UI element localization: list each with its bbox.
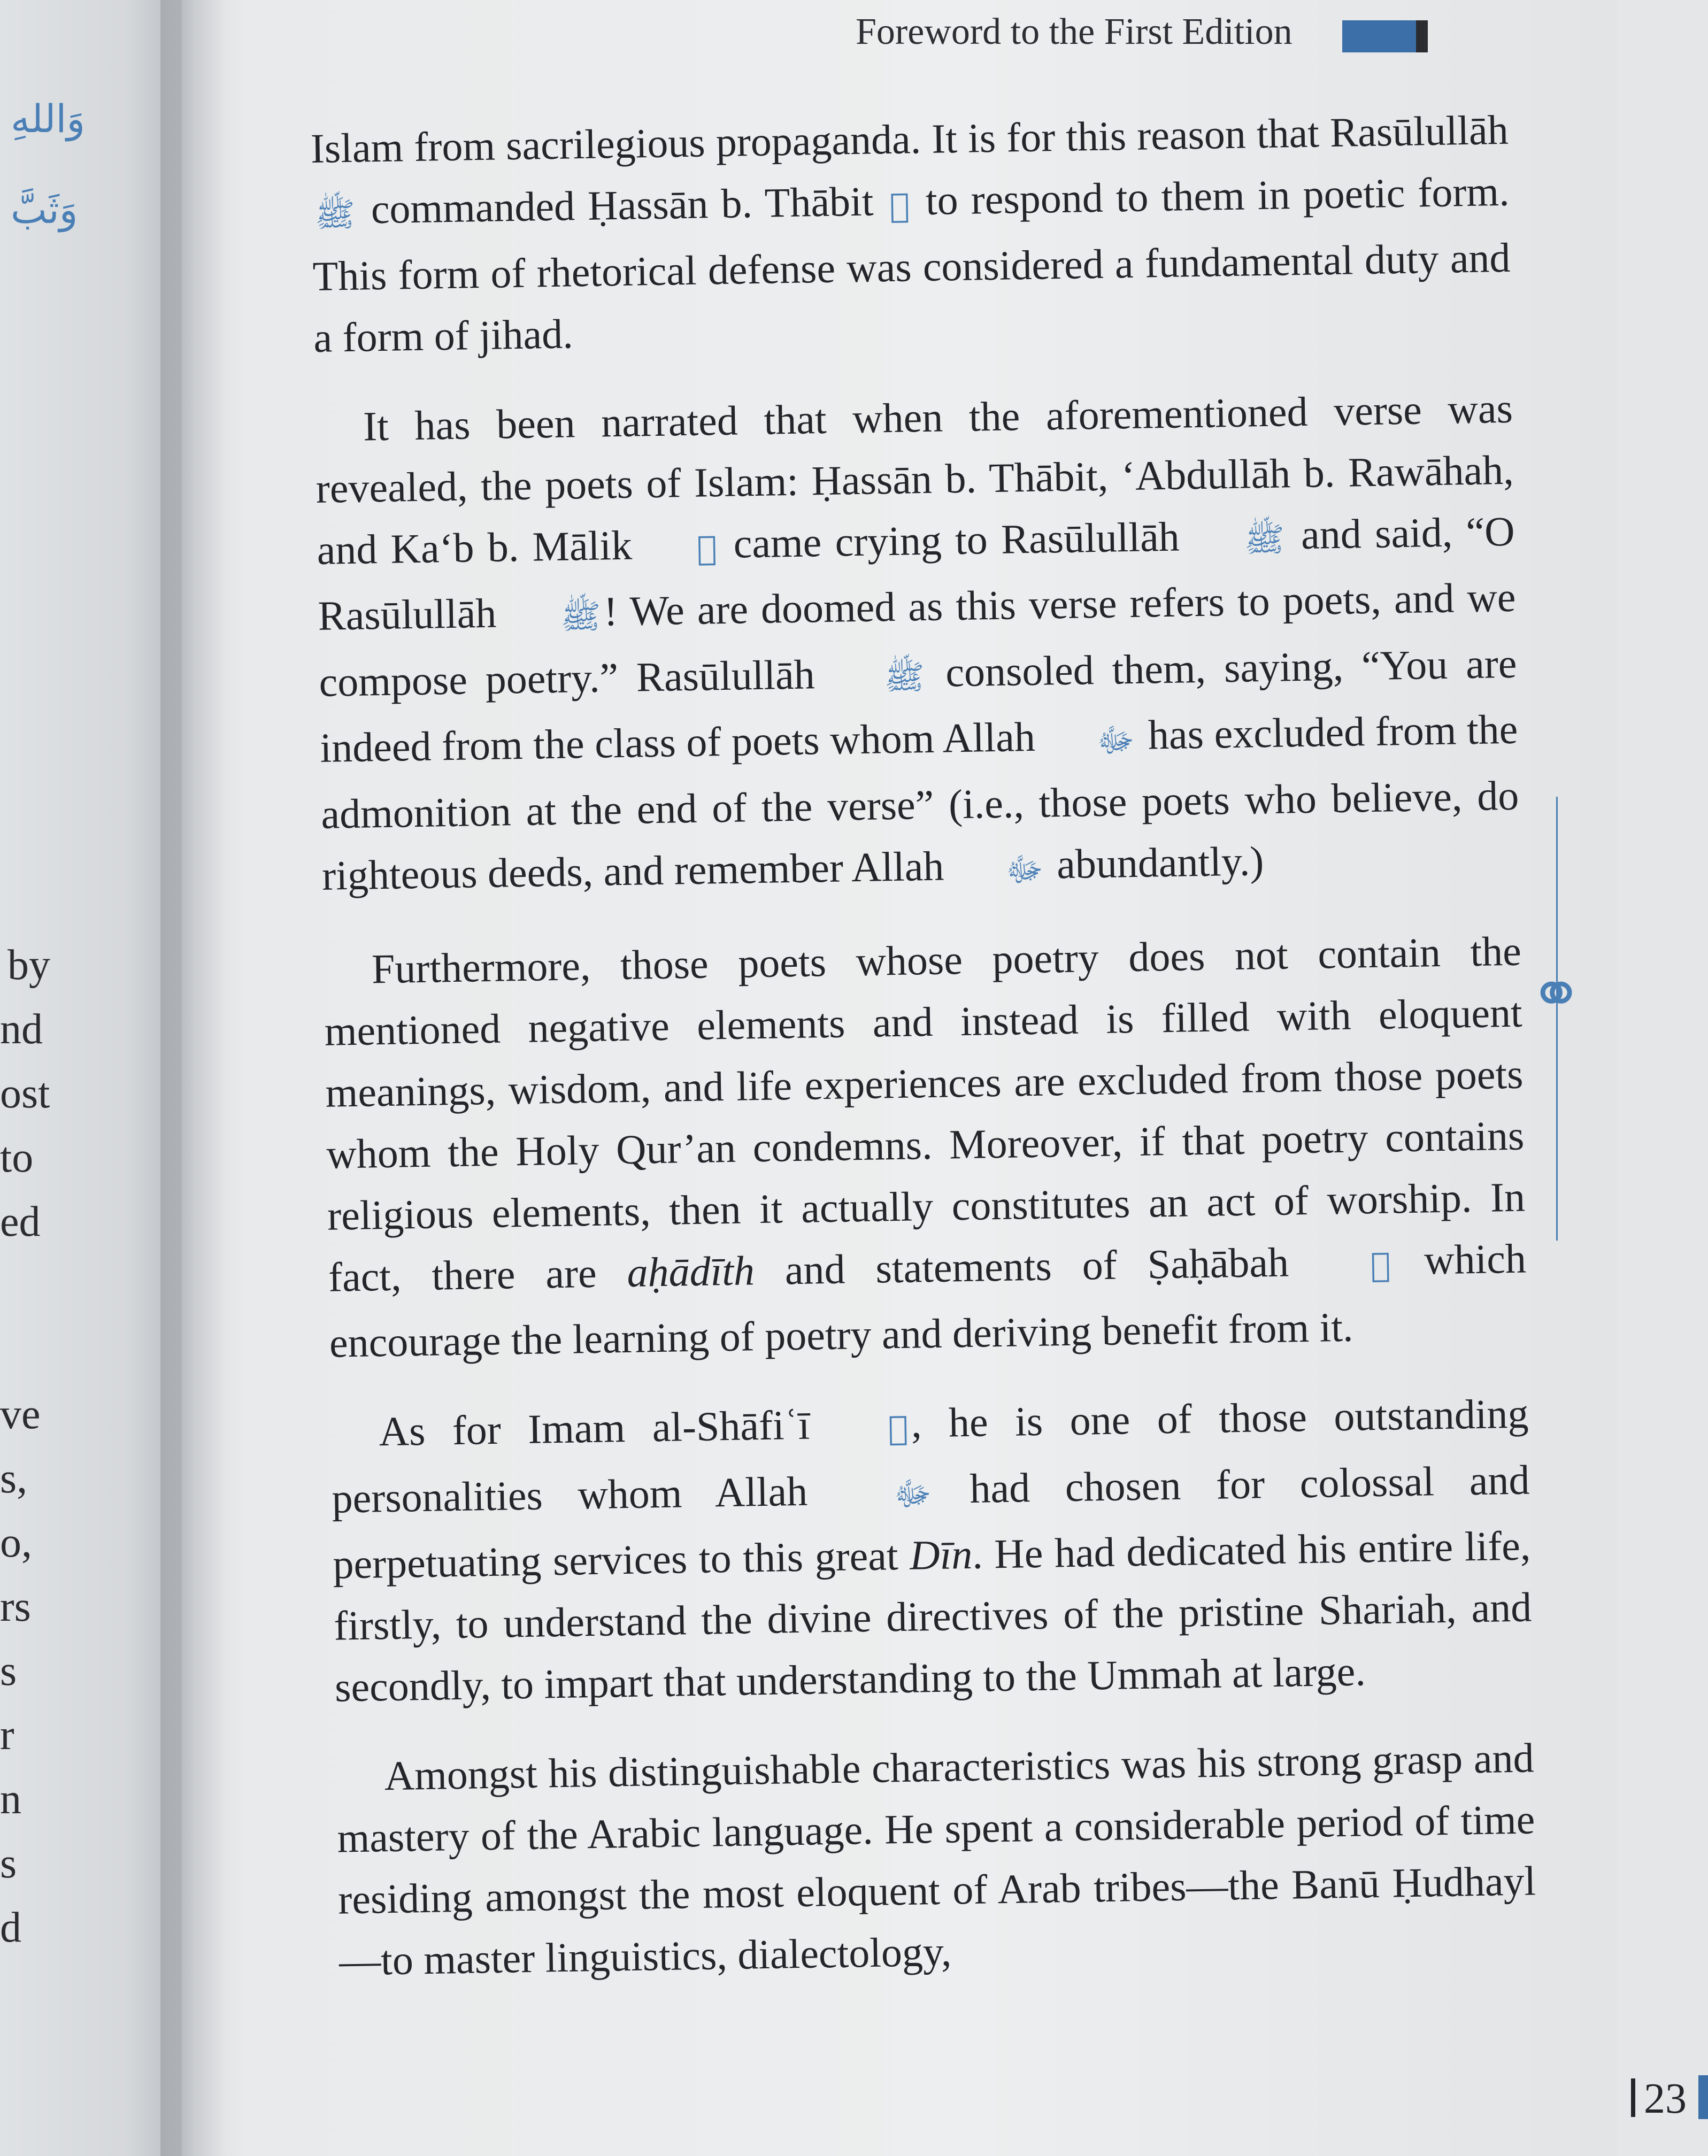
arabic-fragment: وَثَبَّ bbox=[11, 187, 78, 232]
text-run: and statements of Ṣaḥābah bbox=[754, 1238, 1320, 1293]
text-run: , he is one of those outstanding personalities whom Allah bbox=[331, 1390, 1529, 1522]
paragraph bbox=[323, 920, 1528, 1374]
page-number-value: 23 bbox=[1644, 2075, 1687, 2122]
text-run: Furthermore, those poets whose poetry does not contain the mentioned negative elements and instead is filled with eloquent meanings, wisdom, and life experiences are excluded from those poets whom the Holy Qur’an condemns. Moreover, if that poetry contains religious elements, then it actually constitutes an act of worship. In fact, there are bbox=[324, 927, 1526, 1300]
line-end-fragment: s bbox=[0, 1647, 17, 1695]
line-end-fragment: rs bbox=[0, 1583, 31, 1630]
line-end-fragment: ed bbox=[0, 1198, 41, 1245]
body-text bbox=[310, 99, 1538, 2020]
book-page bbox=[246, 0, 1687, 2156]
paragraph bbox=[314, 377, 1520, 911]
text-run: Amongst his distinguishable characteristics was his strong grasp and mastery of the Arabic language. He spent a considerable period of time residing amongst the most eloquent of Arab tribes—the Banū Ḥudhayl—to master linguistics, dialectology, bbox=[336, 1734, 1536, 1984]
margin-ornament bbox=[1524, 797, 1588, 1241]
text-run: It has been narrated that when the aforementioned verse was revealed, the poets of Islam: Ḥassān b. Thābit, ‘Abdullāh b. Rawāhah, and Ka‘b b. Mālik bbox=[316, 384, 1514, 573]
italic-term: aḥādīth bbox=[626, 1246, 755, 1296]
ornament-knot-icon: ⚭ bbox=[1529, 957, 1583, 1031]
line-end-fragment: to bbox=[0, 1134, 34, 1181]
text-run: consoled them, saying, “You are indeed from the class of poets whom Allah bbox=[319, 640, 1517, 772]
line-end-fragment: n bbox=[0, 1776, 21, 1823]
text-run: ! We are doomed as this verse refers to poets, and we compose poetry.” Rasūlullāh bbox=[318, 573, 1517, 705]
text-run: . He had dedicated his entire life, firstly, to understand the divine directives of the pristine Shariah, and secondly, to impart that understanding to the Ummah at large. bbox=[333, 1522, 1532, 1711]
page-number-bar bbox=[1698, 2075, 1708, 2119]
page-number bbox=[1631, 2075, 1708, 2123]
honorific-icon: ﷺ bbox=[1244, 519, 1285, 559]
text-run: Islam from sacrilegious propaganda. It is for this reason that Rasūlullāh bbox=[310, 106, 1509, 172]
line-end-fragment: r bbox=[0, 1712, 14, 1759]
text-run: which encourage the learning of poetry and deriving benefit from it. bbox=[329, 1235, 1527, 1366]
honorific-icon: ﷛ bbox=[889, 186, 910, 225]
text-run: As for Imam al-Shāfiʿī bbox=[378, 1400, 837, 1455]
text-run: has excluded from the admonition at the end of the verse” (i.e., those poets who believe, do righteous deeds, and remember Allah bbox=[320, 706, 1519, 899]
text-run: abundantly.) bbox=[1046, 837, 1264, 888]
line-end-fragment: nd bbox=[0, 1006, 43, 1053]
line-end-fragment: s, bbox=[0, 1455, 28, 1502]
text-run: commanded Ḥassān b. Thābit bbox=[357, 178, 887, 233]
text-run: had chosen for colossal and perpetuating services to this great bbox=[332, 1456, 1530, 1588]
honorific-icon: ﷺ bbox=[560, 596, 601, 636]
text-run: to respond to them in poetic form. This form of rhetorical defense was considered a fundamental duty and a form of jihad. bbox=[312, 167, 1511, 361]
line-end-fragment: ost bbox=[0, 1070, 50, 1117]
running-head: Foreword to the First Edition bbox=[856, 11, 1292, 52]
line-end-fragment: d bbox=[0, 1904, 21, 1951]
honorific-icon: ﷺ bbox=[314, 194, 356, 234]
page-number-rule bbox=[1631, 2078, 1635, 2117]
paragraph bbox=[336, 1727, 1537, 1992]
honorific-icon: ﷺ bbox=[884, 657, 925, 697]
book-gutter-shadow bbox=[160, 0, 246, 2156]
line-end-fragment: s bbox=[0, 1840, 17, 1887]
line-end-fragment: by bbox=[7, 942, 50, 989]
honorific-icon: ﷛ bbox=[1370, 1245, 1391, 1285]
text-run: and said, “O Rasūlullāh bbox=[317, 507, 1515, 640]
paragraph bbox=[310, 99, 1512, 368]
text-run: came crying to Rasūlullāh bbox=[719, 512, 1194, 567]
honorific-icon: ﷻ bbox=[894, 1474, 932, 1514]
honorific-icon: ﷛ bbox=[888, 1408, 909, 1448]
previous-page bbox=[0, 0, 182, 2156]
arabic-fragment: وَاللهِ bbox=[11, 96, 86, 141]
honorific-icon: ﷻ bbox=[1096, 720, 1135, 760]
honorific-icon: ﷛ bbox=[696, 528, 718, 568]
honorific-icon: ﷻ bbox=[1005, 849, 1044, 889]
line-end-fragment: ve bbox=[0, 1391, 41, 1438]
line-end-fragment: o, bbox=[0, 1519, 32, 1566]
running-head-bar bbox=[1342, 20, 1428, 52]
paragraph bbox=[330, 1383, 1533, 1718]
italic-term: Dīn bbox=[909, 1531, 973, 1579]
